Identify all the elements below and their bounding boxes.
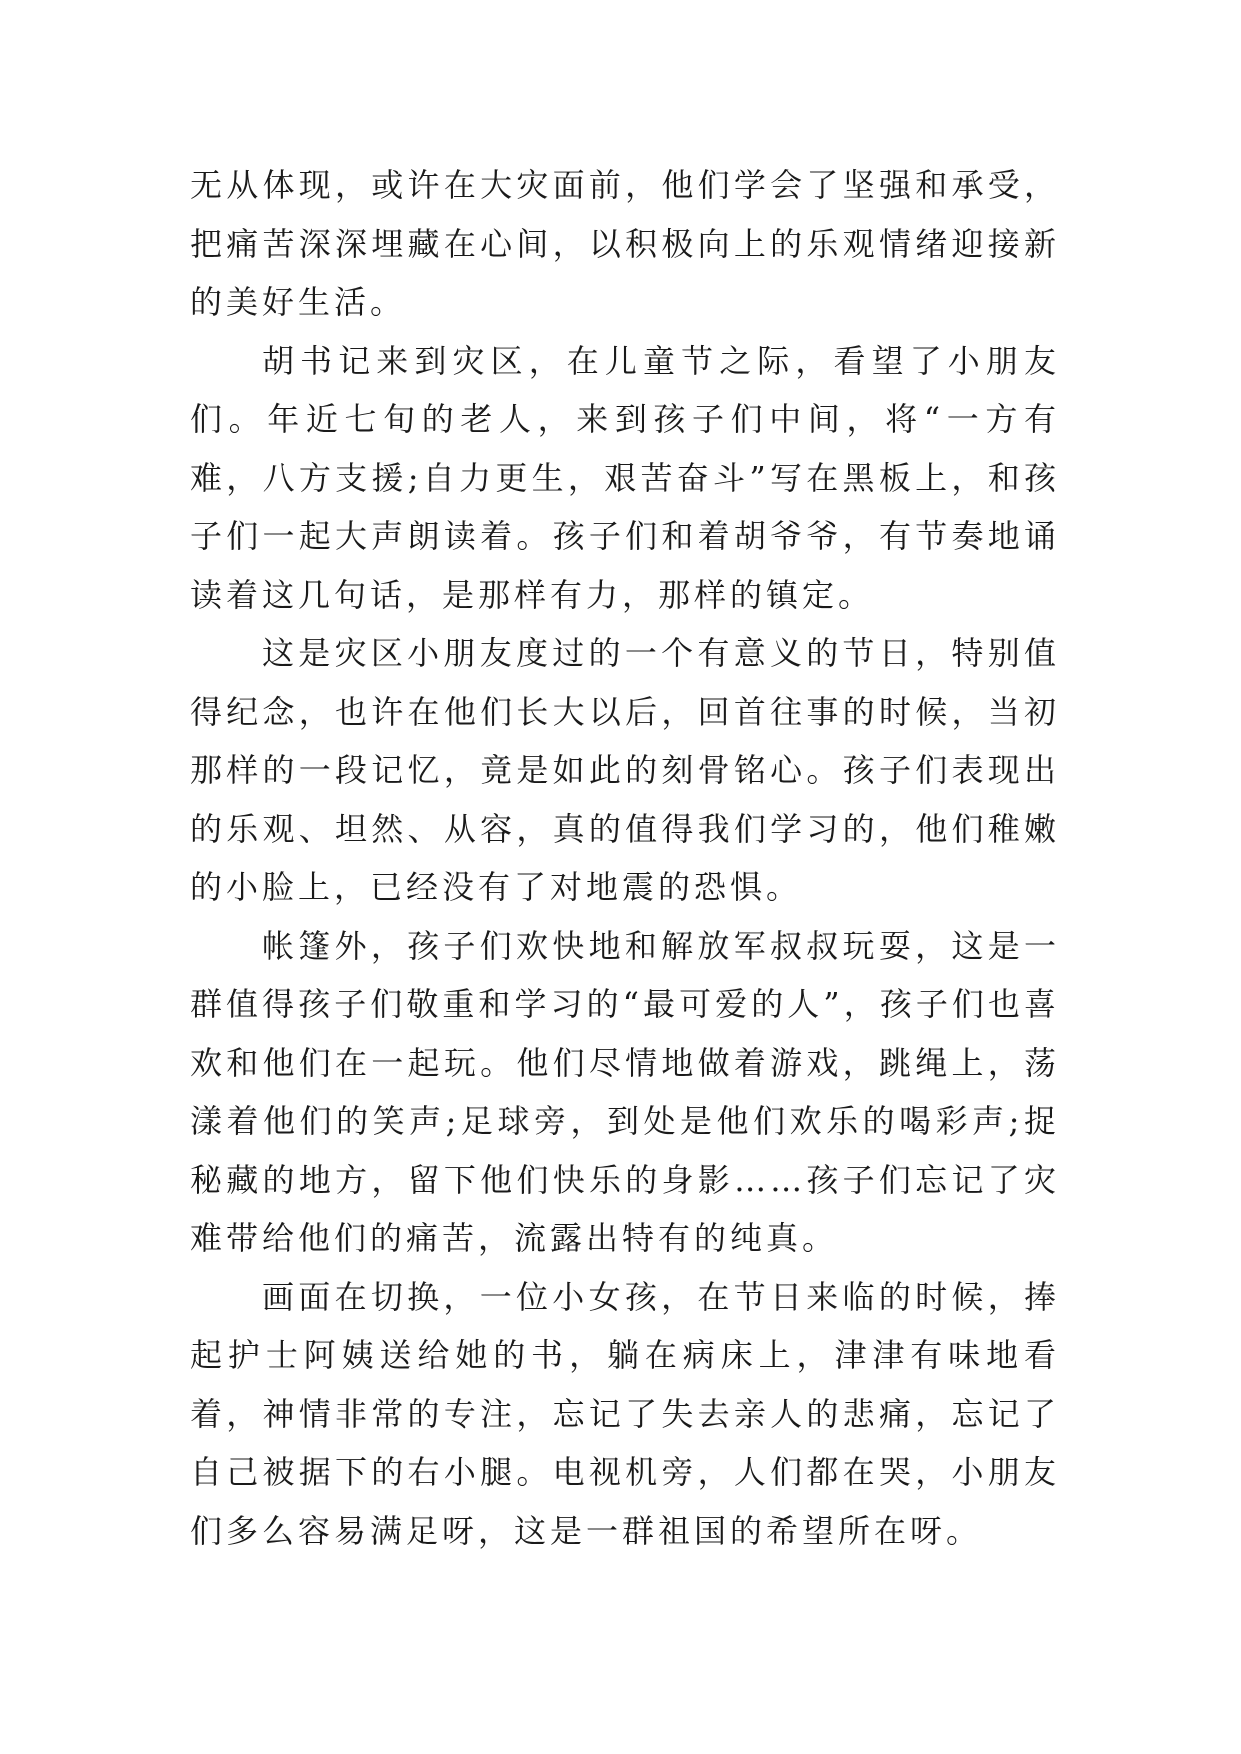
document-body xyxy=(190,156,1060,1560)
paragraph-little-girl: 画面在切换，一位小女孩，在节日来临的时候，捧起护士阿姨送给她的书，躺在病床上，津津有味地看着，神情非常的专注，忘记了失去亲人的悲痛，忘记了自己被据下的右小腿。电视机旁，人们都在哭，小朋友们多么容易满足呀，这是一群祖国的希望所在呀。 xyxy=(190,1277,1060,1550)
paragraph-secretary-visit: 胡书记来到灾区，在儿童节之际，看望了小朋友们。年近七旬的老人，来到孩子们中间，将“一方有难，八方支援;自力更生，艰苦奋斗”写在黑板上，和孩子们一起大声朗读着。孩子们和着胡爷爷，有节奏地诵读着这几句话，是那样有力，那样的镇定。 xyxy=(190,341,1060,614)
paragraph-meaningful-holiday: 这是灾区小朋友度过的一个有意义的节日，特别值得纪念，也许在他们长大以后，回首往事的时候，当初那样的一段记忆，竟是如此的刻骨铭心。孩子们表现出的乐观、坦然、从容，真的值得我们学习的，他们稚嫩的小脸上，已经没有了对地震的恐惧。 xyxy=(190,634,1060,906)
paragraph-tent-outside: 帐篷外，孩子们欢快地和解放军叔叔玩耍，这是一群值得孩子们敬重和学习的“最可爱的人”，孩子们也喜欢和他们在一起玩。他们尽情地做着游戏，跳绳上，荡漾着他们的笑声;足球旁，到处是他们欢乐的喝彩声;捉秘藏的地方，留下他们快乐的身影……孩子们忘记了灾难带给他们的痛苦，流露出特有的纯真。 xyxy=(190,926,1060,1257)
paragraph-continuation: 无从体现，或许在大灾面前，他们学会了坚强和承受，把痛苦深深埋藏在心间，以积极向上的乐观情绪迎接新的美好生活。 xyxy=(190,166,1060,321)
